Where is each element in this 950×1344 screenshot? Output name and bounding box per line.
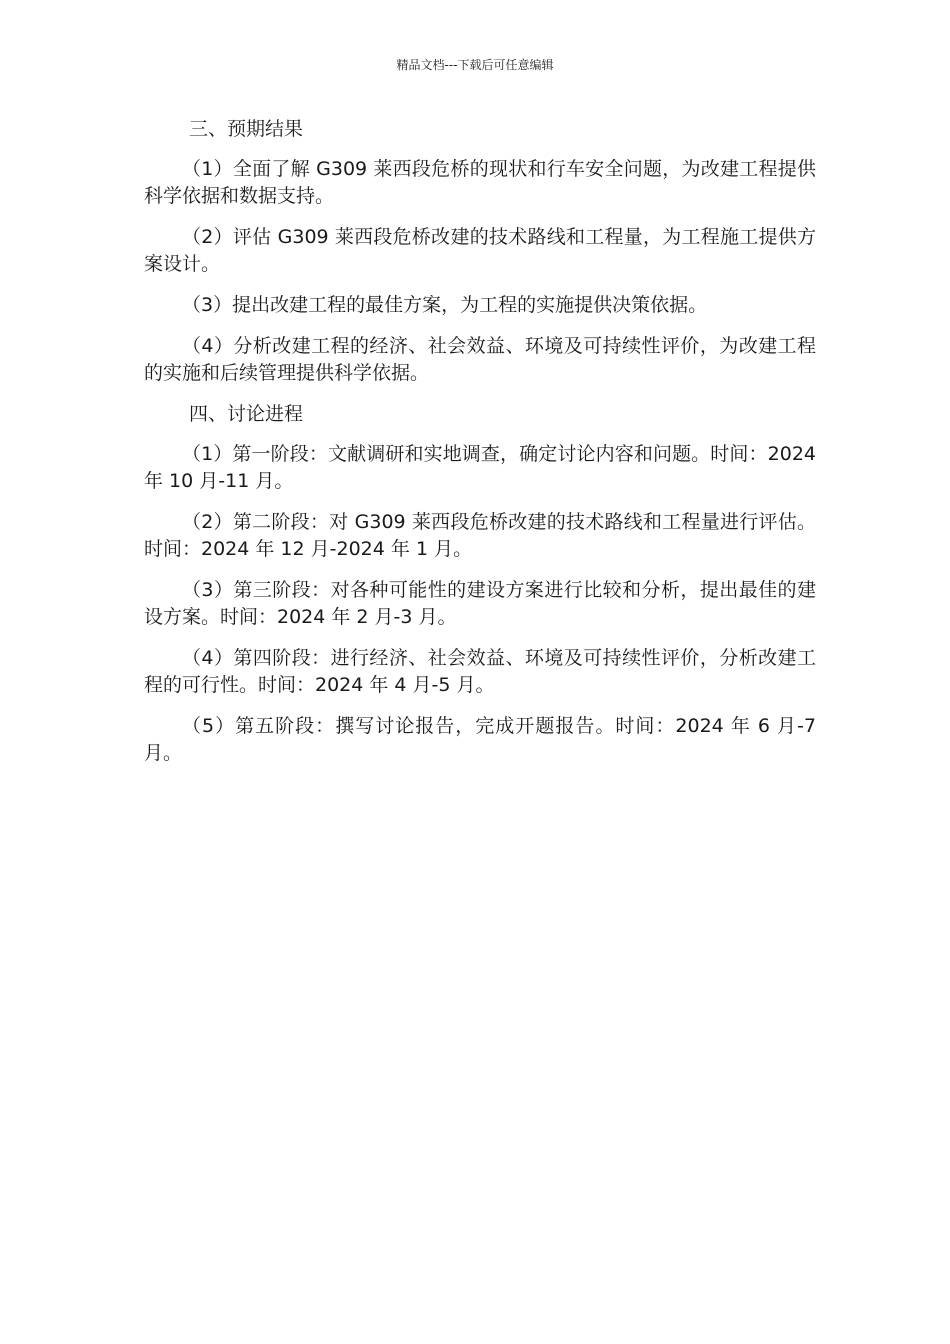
paragraph: （5）第五阶段：撰写讨论报告，完成开题报告。时间：2024 年 6 月-7 月。 <box>144 715 816 764</box>
section-expected-results <box>144 116 816 387</box>
paragraph: （1）第一阶段：文献调研和实地调查，确定讨论内容和问题。时间：2024 年 10 月-11 月。 <box>144 443 816 492</box>
paragraph: （3）第三阶段：对各种可能性的建设方案进行比较和分析，提出最佳的建设方案。时间：2024 年 2 月-3 月。 <box>144 579 816 628</box>
paragraph: （3）提出改建工程的最佳方案，为工程的实施提供决策依据。 <box>182 294 708 316</box>
document-body <box>144 116 816 781</box>
paragraph: （4）第四阶段：进行经济、社会效益、环境及可持续性评价，分析改建工程的可行性。时间：2024 年 4 月-5 月。 <box>144 647 816 696</box>
paragraph: （2）评估 G309 莱西段危桥改建的技术路线和工程量，为工程施工提供方案设计。 <box>144 226 816 275</box>
paragraph: （2）第二阶段：对 G309 莱西段危桥改建的技术路线和工程量进行评估。时间：2024 年 12 月-2024 年 1 月。 <box>144 511 816 560</box>
section-heading: 三、预期结果 <box>189 118 304 140</box>
paragraph: （1）全面了解 G309 莱西段危桥的现状和行车安全问题，为改建工程提供科学依据和数据支持。 <box>144 158 816 207</box>
section-discussion-schedule <box>144 401 816 767</box>
paragraph: （4）分析改建工程的经济、社会效益、环境及可持续性评价，为改建工程的实施和后续管理提供科学依据。 <box>144 335 816 384</box>
page-header: 精品文档---下载后可任意编辑 <box>396 58 554 72</box>
section-heading: 四、讨论进程 <box>189 403 304 425</box>
